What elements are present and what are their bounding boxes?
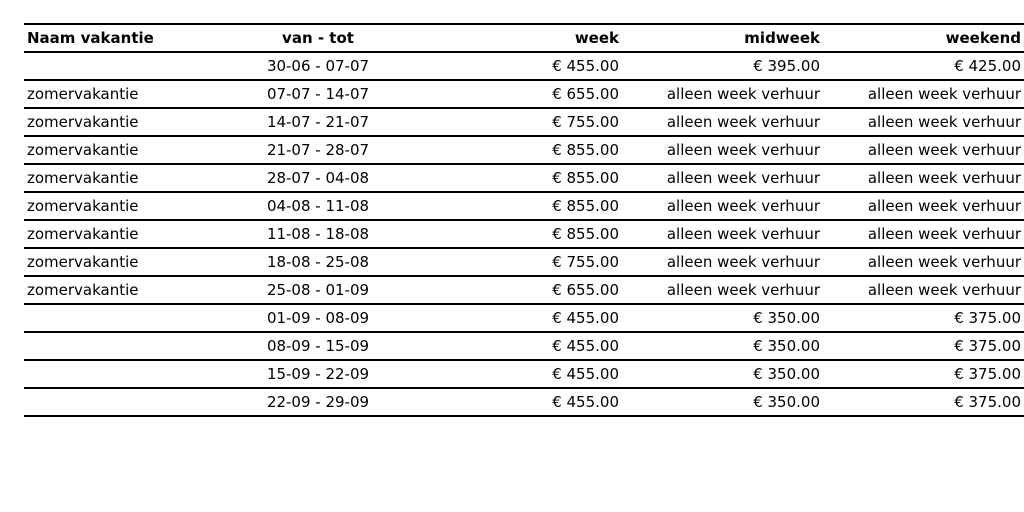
table-row — [24, 164, 1024, 192]
cell-name: zomervakantie — [24, 164, 230, 192]
cell-dates: 01-09 - 08-09 — [230, 304, 406, 332]
cell-dates: 28-07 - 04-08 — [230, 164, 406, 192]
table-row — [24, 388, 1024, 416]
cell-weekend: alleen week verhuur — [823, 192, 1024, 220]
price-table-container — [24, 23, 1021, 417]
table-row — [24, 276, 1024, 304]
cell-midweek: alleen week verhuur — [622, 108, 823, 136]
cell-name — [24, 388, 230, 416]
table-header — [24, 24, 1024, 52]
cell-dates: 11-08 - 18-08 — [230, 220, 406, 248]
header-week: week — [406, 24, 622, 52]
cell-midweek: alleen week verhuur — [622, 136, 823, 164]
price-table — [24, 23, 1024, 417]
cell-midweek: alleen week verhuur — [622, 276, 823, 304]
cell-weekend: € 425.00 — [823, 52, 1024, 80]
cell-dates: 08-09 - 15-09 — [230, 332, 406, 360]
cell-week: € 855.00 — [406, 136, 622, 164]
cell-week: € 455.00 — [406, 360, 622, 388]
cell-week: € 455.00 — [406, 332, 622, 360]
cell-dates: 04-08 - 11-08 — [230, 192, 406, 220]
cell-weekend: € 375.00 — [823, 304, 1024, 332]
cell-week: € 655.00 — [406, 80, 622, 108]
cell-dates: 18-08 - 25-08 — [230, 248, 406, 276]
table-row — [24, 192, 1024, 220]
cell-week: € 755.00 — [406, 248, 622, 276]
cell-weekend: alleen week verhuur — [823, 220, 1024, 248]
cell-dates: 25-08 - 01-09 — [230, 276, 406, 304]
cell-midweek: € 350.00 — [622, 332, 823, 360]
cell-dates: 15-09 - 22-09 — [230, 360, 406, 388]
cell-weekend: alleen week verhuur — [823, 164, 1024, 192]
table-row — [24, 248, 1024, 276]
header-row — [24, 24, 1024, 52]
cell-dates: 07-07 - 14-07 — [230, 80, 406, 108]
cell-midweek: alleen week verhuur — [622, 248, 823, 276]
cell-midweek: € 350.00 — [622, 388, 823, 416]
header-midweek: midweek — [622, 24, 823, 52]
cell-name: zomervakantie — [24, 80, 230, 108]
cell-week: € 855.00 — [406, 164, 622, 192]
table-row — [24, 136, 1024, 164]
table-row — [24, 80, 1024, 108]
table-row — [24, 52, 1024, 80]
cell-week: € 455.00 — [406, 304, 622, 332]
cell-name: zomervakantie — [24, 248, 230, 276]
cell-weekend: alleen week verhuur — [823, 136, 1024, 164]
cell-dates: 30-06 - 07-07 — [230, 52, 406, 80]
table-row — [24, 332, 1024, 360]
table-row — [24, 304, 1024, 332]
table-row — [24, 360, 1024, 388]
cell-week: € 455.00 — [406, 388, 622, 416]
header-name: Naam vakantie — [24, 24, 230, 52]
cell-name — [24, 360, 230, 388]
cell-midweek: € 350.00 — [622, 360, 823, 388]
cell-weekend: alleen week verhuur — [823, 248, 1024, 276]
table-row — [24, 108, 1024, 136]
cell-weekend: alleen week verhuur — [823, 108, 1024, 136]
table-row — [24, 220, 1024, 248]
cell-weekend: € 375.00 — [823, 360, 1024, 388]
cell-name: zomervakantie — [24, 276, 230, 304]
header-weekend: weekend — [823, 24, 1024, 52]
cell-midweek: alleen week verhuur — [622, 192, 823, 220]
cell-week: € 855.00 — [406, 192, 622, 220]
cell-weekend: alleen week verhuur — [823, 80, 1024, 108]
cell-midweek: € 350.00 — [622, 304, 823, 332]
cell-weekend: € 375.00 — [823, 332, 1024, 360]
cell-week: € 855.00 — [406, 220, 622, 248]
cell-week: € 755.00 — [406, 108, 622, 136]
cell-name — [24, 332, 230, 360]
header-dates: van - tot — [230, 24, 406, 52]
cell-name — [24, 304, 230, 332]
cell-week: € 455.00 — [406, 52, 622, 80]
cell-name: zomervakantie — [24, 192, 230, 220]
table-body — [24, 52, 1024, 416]
cell-dates: 14-07 - 21-07 — [230, 108, 406, 136]
cell-midweek: € 395.00 — [622, 52, 823, 80]
cell-name: zomervakantie — [24, 136, 230, 164]
cell-midweek: alleen week verhuur — [622, 220, 823, 248]
cell-weekend: alleen week verhuur — [823, 276, 1024, 304]
cell-week: € 655.00 — [406, 276, 622, 304]
cell-dates: 22-09 - 29-09 — [230, 388, 406, 416]
cell-name: zomervakantie — [24, 108, 230, 136]
cell-midweek: alleen week verhuur — [622, 164, 823, 192]
cell-dates: 21-07 - 28-07 — [230, 136, 406, 164]
cell-name: zomervakantie — [24, 220, 230, 248]
cell-weekend: € 375.00 — [823, 388, 1024, 416]
cell-name — [24, 52, 230, 80]
cell-midweek: alleen week verhuur — [622, 80, 823, 108]
